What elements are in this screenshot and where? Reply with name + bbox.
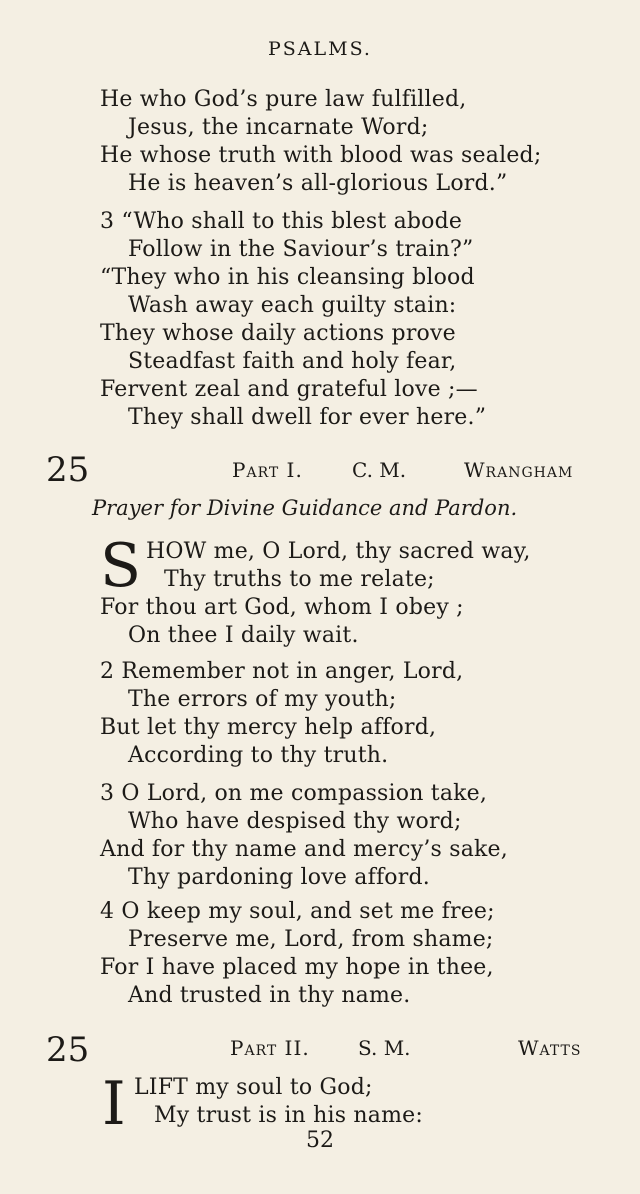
hymn-number: 25: [46, 1030, 90, 1070]
verse-line: 3 “Who shall to this blest abode: [100, 209, 463, 234]
verse-line: Fervent zeal and grateful love ;—: [100, 377, 478, 402]
hymn-author: Wrangham: [464, 458, 574, 482]
hymn-meter: C. M.: [352, 458, 407, 482]
hymn-subtitle: Prayer for Divine Guidance and Pardon.: [92, 496, 518, 520]
verse-line: They shall dwell for ever here.”: [128, 405, 487, 430]
verse-line: For I have placed my hope in thee,: [100, 955, 494, 980]
hymn-number: 25: [46, 450, 90, 490]
hymn-part: Part II.: [230, 1036, 310, 1060]
verse-line: And trusted in thy name.: [128, 983, 411, 1008]
verse-line: Follow in the Saviour’s train?”: [128, 237, 474, 262]
verse-line: HOW me, O Lord, thy sacred way,: [146, 539, 531, 564]
verse-line: He whose truth with blood was sealed;: [100, 143, 542, 168]
verse-line: Thy pardoning love afford.: [128, 865, 430, 890]
verse-line: Who have despised thy word;: [128, 809, 462, 834]
hymn-part: Part I.: [232, 458, 303, 482]
verse-line: My trust is in his name:: [154, 1103, 423, 1128]
verse-line: And for thy name and mercy’s sake,: [100, 837, 508, 862]
page-number: 52: [306, 1128, 334, 1153]
verse-line: Wash away each guilty stain:: [128, 293, 457, 318]
verse-line: He who God’s pure law fulfilled,: [100, 87, 467, 112]
verse-line: They whose daily actions prove: [100, 321, 456, 346]
verse-line: The errors of my youth;: [128, 687, 397, 712]
verse-line: Preserve me, Lord, from shame;: [128, 927, 494, 952]
verse-line: LIFT my soul to God;: [134, 1075, 373, 1100]
verse-line: 3 O Lord, on me compassion take,: [100, 781, 488, 806]
verse-line: Jesus, the incarnate Word;: [128, 115, 429, 140]
verse-line: Steadfast faith and holy fear,: [128, 349, 457, 374]
verse-line: 4 O keep my soul, and set me free;: [100, 899, 495, 924]
verse-line: But let thy mercy help afford,: [100, 715, 437, 740]
verse-line: “They who in his cleansing blood: [100, 265, 475, 290]
verse-line: He is heaven’s all-glorious Lord.”: [128, 171, 508, 196]
verse-line: According to thy truth.: [128, 743, 389, 768]
drop-cap: S: [100, 531, 142, 601]
hymn-meter: S. M.: [358, 1036, 411, 1060]
verse-line: For thou art God, whom I obey ;: [100, 595, 464, 620]
hymn-author: Watts: [518, 1036, 582, 1060]
verse-line: Thy truths to me relate;: [164, 567, 435, 592]
drop-cap: I: [102, 1069, 126, 1139]
verse-line: 2 Remember not in anger, Lord,: [100, 659, 464, 684]
page-header: PSALMS.: [268, 38, 372, 60]
verse-line: On thee I daily wait.: [128, 623, 359, 648]
